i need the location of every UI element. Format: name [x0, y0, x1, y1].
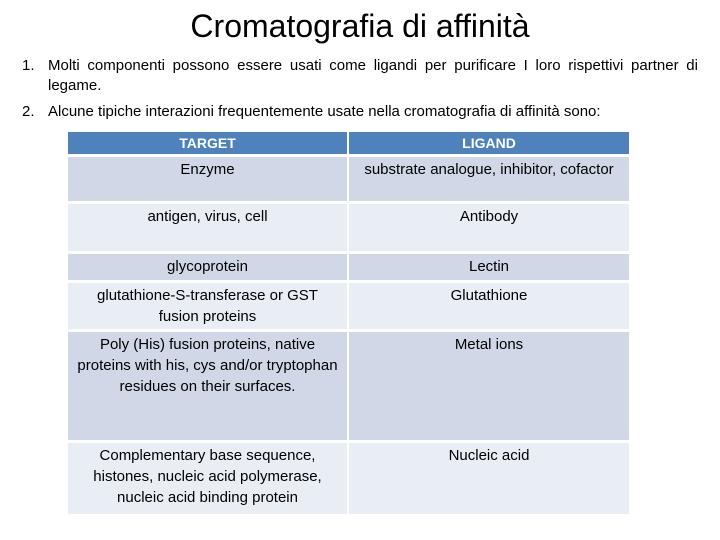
list-item-text: Alcune tipiche interazioni frequentemente usate nella cromatografia di affinità sono: — [48, 103, 601, 120]
ligand-cell: Antibody — [348, 203, 629, 253]
table-row — [68, 203, 629, 253]
target-cell: antigen, virus, cell — [68, 203, 348, 253]
list-item — [22, 102, 698, 122]
affinity-table — [68, 132, 629, 514]
target-cell: glycoprotein — [68, 253, 348, 282]
table-row — [68, 253, 629, 282]
header-ligand: LIGAND — [348, 132, 629, 156]
ligand-cell: Nucleic acid — [348, 442, 629, 514]
list-item-number: 1. — [22, 57, 35, 74]
table-row — [68, 331, 629, 442]
list-item-text: Molti componenti possono essere usati come ligandi per purificare I loro rispettivi partner di legame. — [48, 57, 698, 94]
target-cell: Poly (His) fusion proteins, native proteins with his, cys and/or tryptophan residues on their surfaces. — [68, 331, 348, 442]
header-target: TARGET — [68, 132, 348, 156]
ligand-cell: Glutathione — [348, 282, 629, 331]
table-row — [68, 156, 629, 203]
list-item — [22, 56, 698, 96]
target-cell: Enzyme — [68, 156, 348, 203]
table-row — [68, 282, 629, 331]
target-cell: glutathione-S-transferase or GST fusion proteins — [68, 282, 348, 331]
list-item-number: 2. — [22, 103, 35, 120]
table-header-row — [68, 132, 629, 156]
ligand-cell: substrate analogue, inhibitor, cofactor — [348, 156, 629, 203]
ligand-cell: Lectin — [348, 253, 629, 282]
numbered-list — [22, 56, 698, 128]
table-row — [68, 442, 629, 514]
ligand-cell: Metal ions — [348, 331, 629, 442]
page-title: Cromatografia di affinità — [190, 8, 530, 44]
target-cell: Complementary base sequence, histones, nucleic acid polymerase, nucleic acid binding protein — [68, 442, 348, 514]
